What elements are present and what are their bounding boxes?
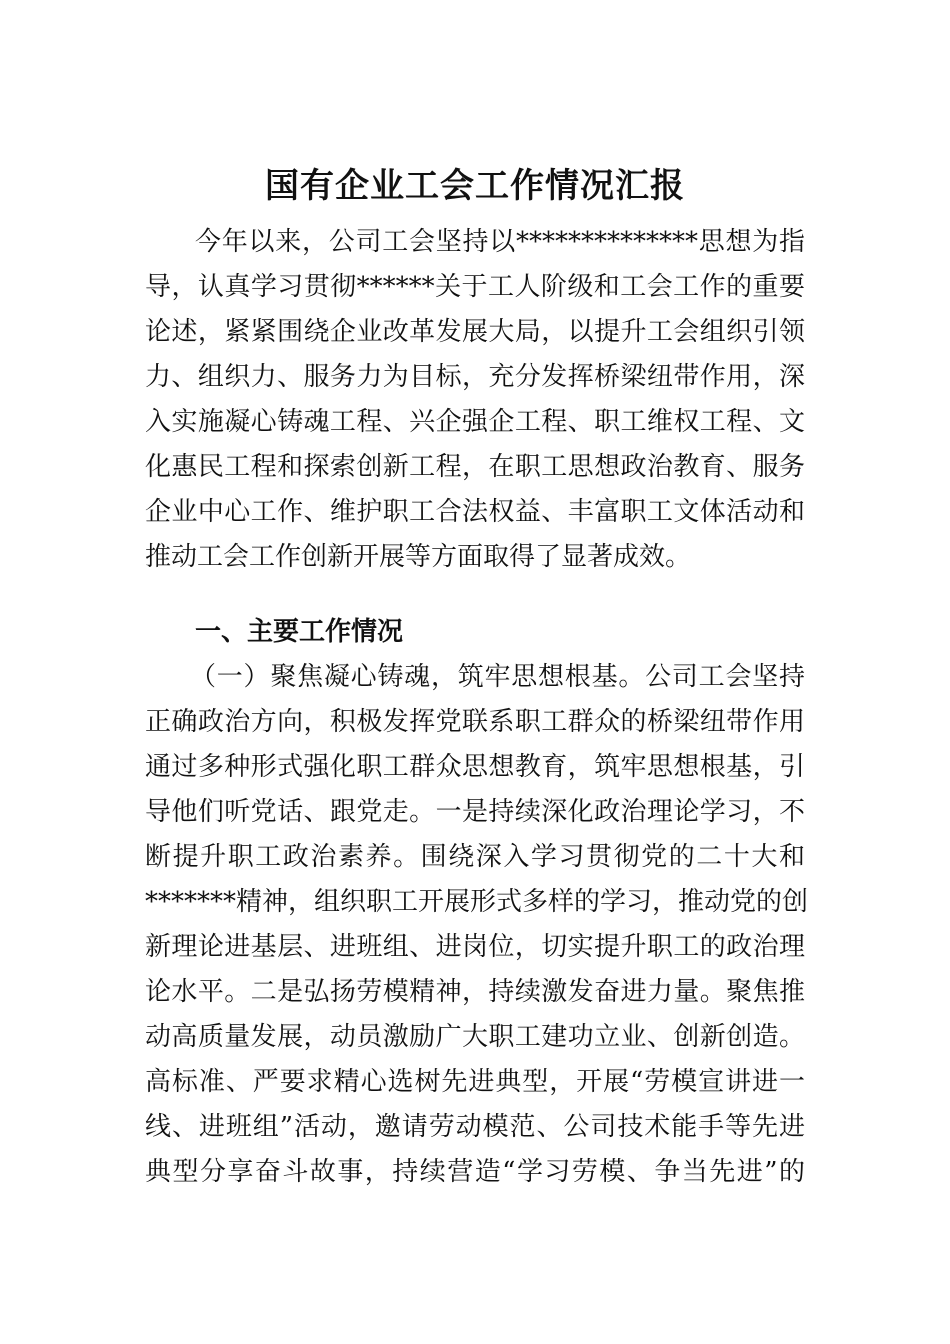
document-title: 国有企业工会工作情况汇报 (265, 166, 685, 206)
paragraph-line: （一）聚焦凝心铸魂，筑牢思想根基。公司工会坚持 (190, 662, 805, 692)
paragraph-line: 今年以来，公司工会坚持以**************思想为指 (195, 227, 805, 257)
paragraph-line: 力、组织力、服务力为目标，充分发挥桥梁纽带作用，深 (145, 362, 805, 392)
paragraph-line: 论述，紧紧围绕企业改革发展大局，以提升工会组织引领 (145, 317, 805, 347)
paragraph-line: 导，认真学习贯彻******关于工人阶级和工会工作的重要 (145, 272, 805, 302)
paragraph-line: 推动工会工作创新开展等方面取得了显著成效。 (145, 542, 692, 572)
paragraph-line: 通过多种形式强化职工群众思想教育，筑牢思想根基，引 (145, 752, 805, 782)
paragraph-line: 论水平。二是弘扬劳模精神，持续激发奋进力量。聚焦推 (145, 977, 805, 1007)
paragraph-line: 正确政治方向，积极发挥党联系职工群众的桥梁纽带作用 (145, 707, 805, 737)
paragraph-line: 化惠民工程和探索创新工程，在职工思想政治教育、服务 (145, 452, 805, 482)
paragraph-line: 企业中心工作、维护职工合法权益、丰富职工文体活动和 (145, 497, 805, 527)
paragraph-line: 断提升职工政治素养。围绕深入学习贯彻党的二十大和 (145, 842, 805, 872)
paragraph-line: 导他们听党话、跟党走。一是持续深化政治理论学习，不 (145, 797, 805, 827)
paragraph-line: 新理论进基层、进班组、进岗位，切实提升职工的政治理 (145, 932, 805, 962)
paragraph-line: 线、进班组”活动，邀请劳动模范、公司技术能手等先进 (145, 1112, 805, 1142)
section-heading: 一、主要工作情况 (195, 617, 404, 647)
paragraph-line: 动高质量发展，动员激励广大职工建功立业、创新创造。 (145, 1022, 805, 1052)
paragraph-line: *******精神，组织职工开展形式多样的学习，推动党的创 (145, 887, 809, 917)
paragraph-line: 典型分享奋斗故事，持续营造“学习劳模、争当先进”的 (145, 1157, 805, 1187)
paragraph-line: 高标准、严要求精心选树先进典型，开展“劳模宣讲进一 (145, 1067, 805, 1097)
paragraph-line: 入实施凝心铸魂工程、兴企强企工程、职工维权工程、文 (145, 407, 805, 437)
